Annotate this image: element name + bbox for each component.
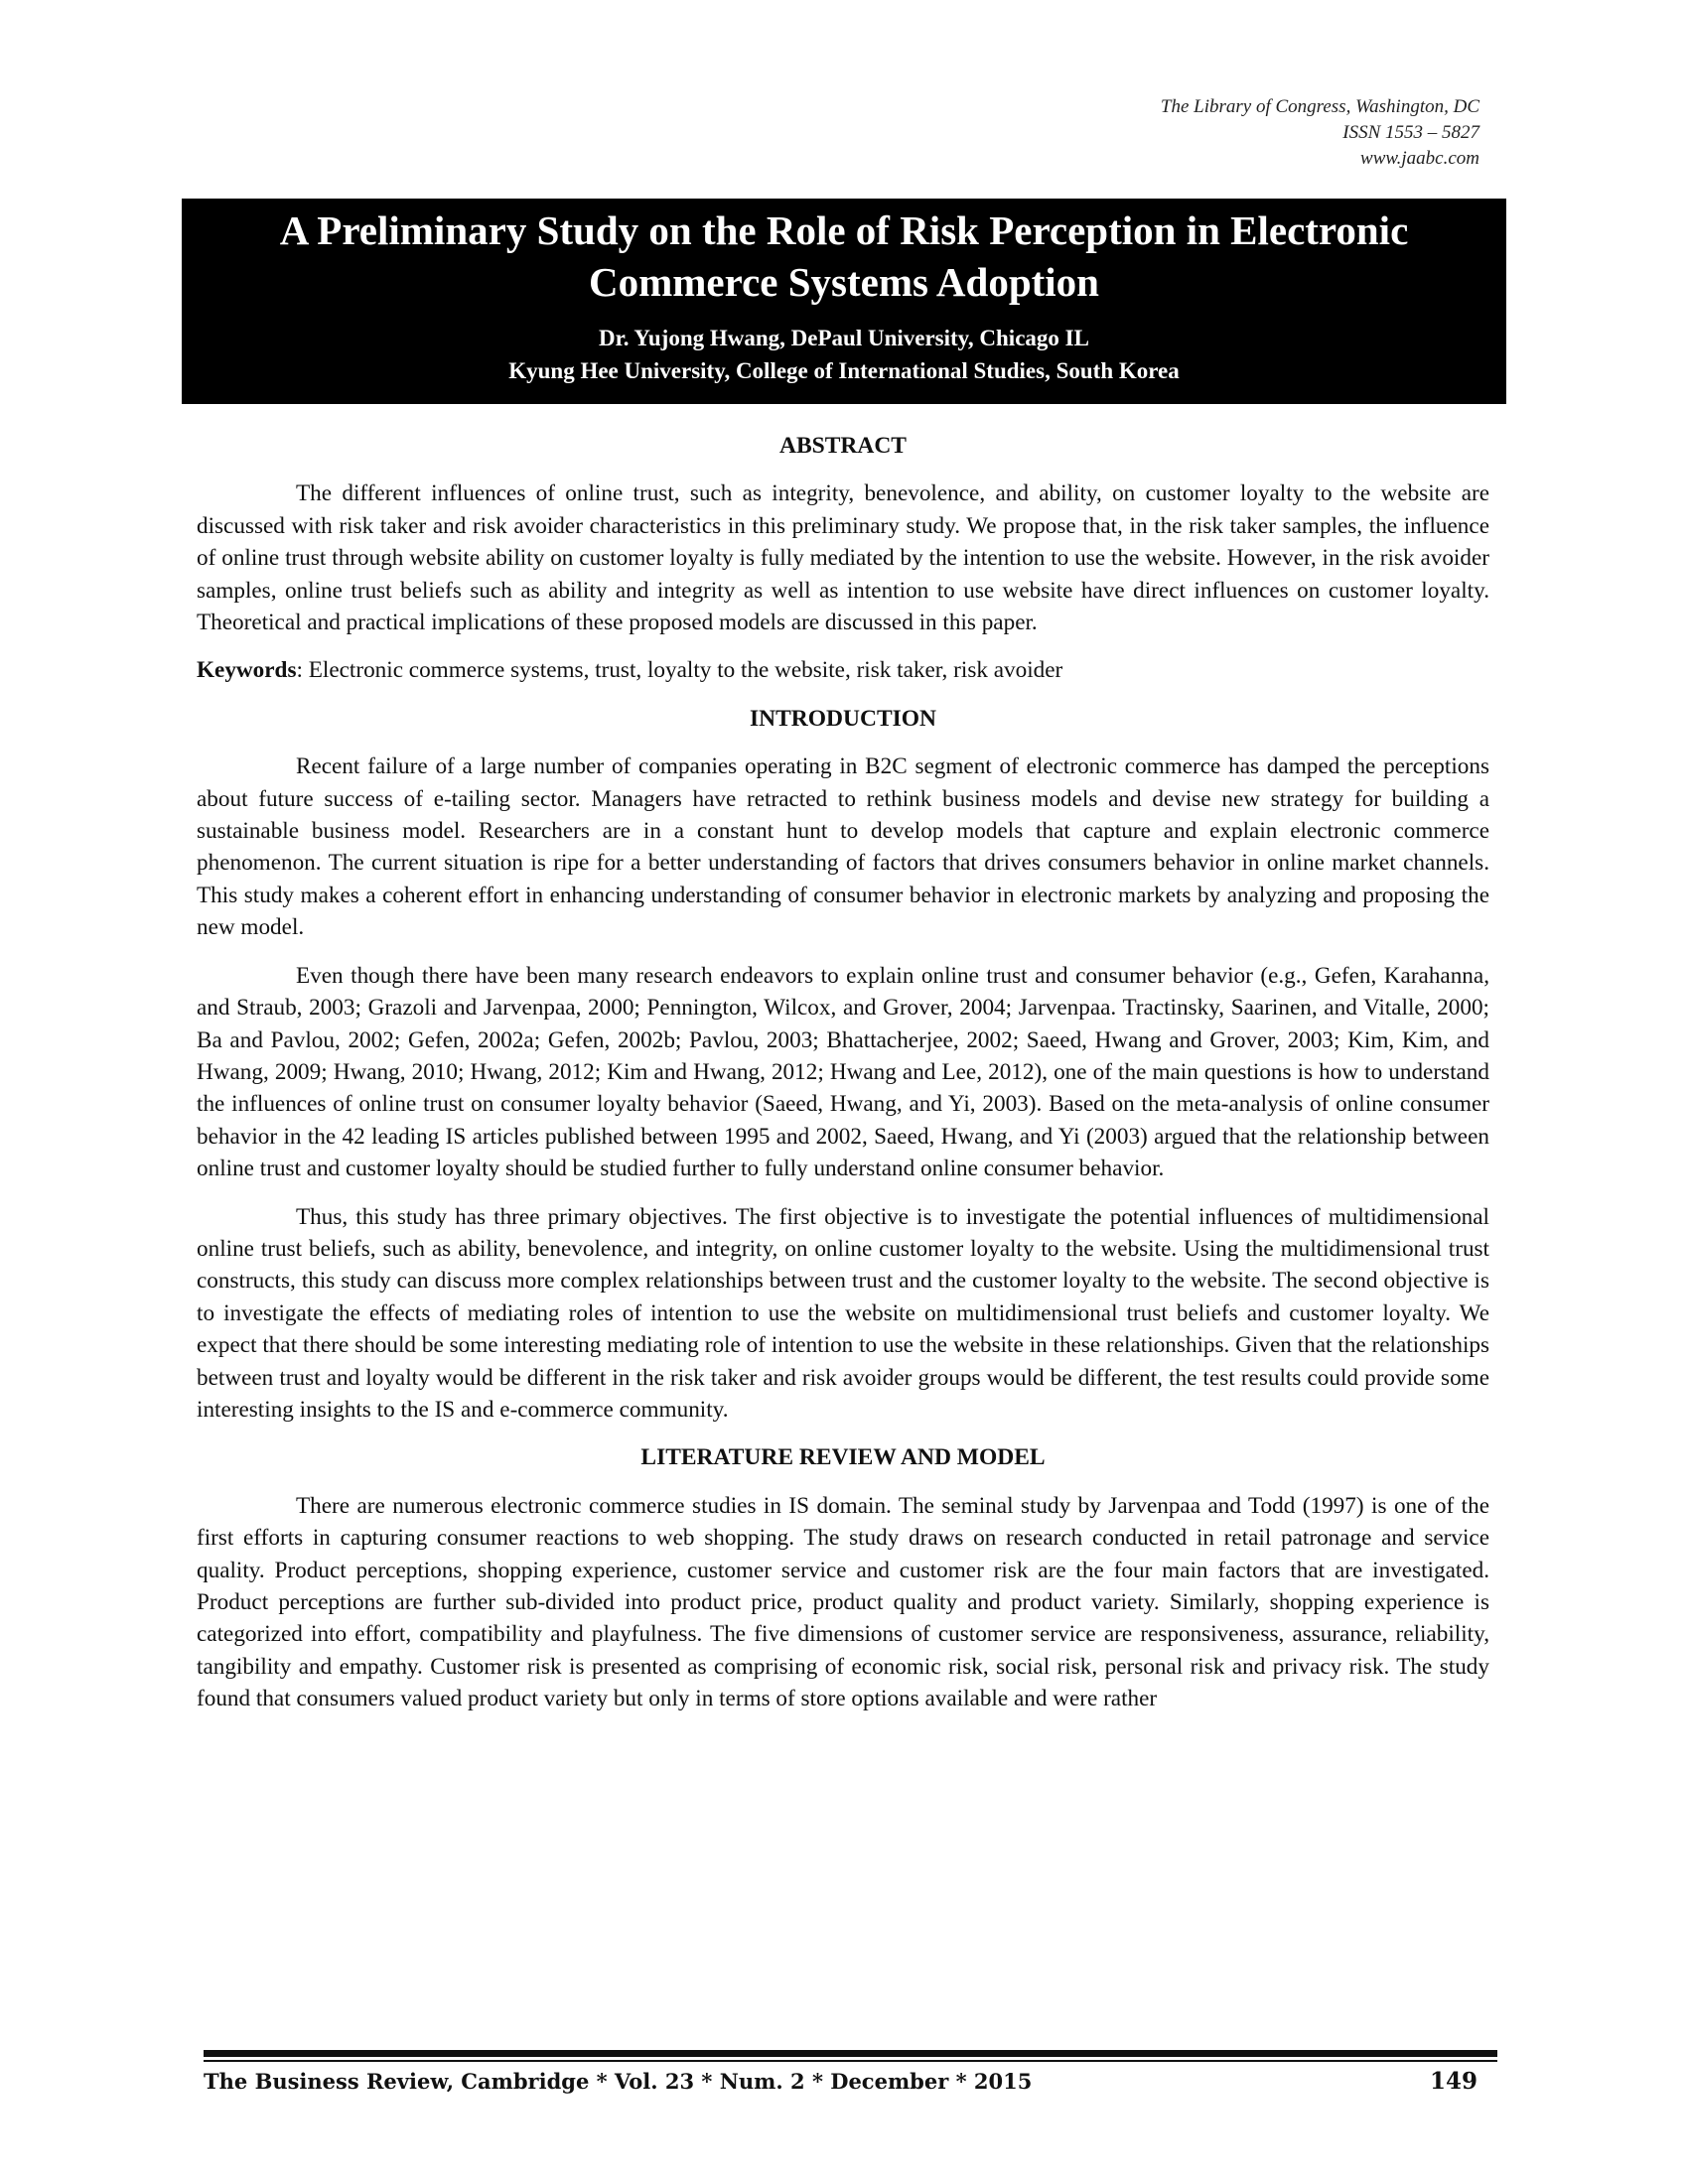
paper-title [182, 205, 1506, 308]
introduction-paragraph-3: Thus, this study has three primary objectives. The first objective is to investigate the potential influences of multidimensional online trust beliefs, such as ability, benevolence, and integrity, on online customer loyalty to the website. Using the multidimensional trust constructs, this study can discuss more complex relationships between trust and the customer loyalty to the website. The second objective is to investigate the effects of mediating roles of intention to use the website on multidimensional trust beliefs and customer loyalty. We expect that there should be some interesting mediating role of intention to use the website in these relationships. Given that the relationships between trust and loyalty would be different in the risk taker and risk avoider groups would be different, the test results could provide some interesting insights to the IS and e-commerce community. [197, 1203, 1489, 1423]
literature-heading: LITERATURE REVIEW AND MODEL [640, 1444, 1046, 1471]
keywords-label: Keywords [197, 657, 297, 684]
title-banner [182, 199, 1506, 404]
abstract-heading: ABSTRACT [779, 433, 907, 459]
paper-title-line-2: Commerce Systems Adoption [589, 259, 1099, 305]
paper-title-line-1: A Preliminary Study on the Role of Risk Perception in Electronic [279, 207, 1409, 253]
page-number: 149 [1429, 2068, 1477, 2095]
footer-journal-info: The Business Review, Cambridge * Vol. 23 * Num. 2 * December * 2015 [204, 2069, 1033, 2094]
header-line-issn: ISSN 1553 – 5827 [1342, 122, 1479, 143]
author-affiliation-1: Dr. Yujong Hwang, DePaul University, Chicago IL [599, 326, 1089, 350]
page-footer [204, 2067, 1497, 2097]
footer-rule-thick [204, 2050, 1497, 2057]
author-block [182, 322, 1506, 387]
journal-header-info [1161, 94, 1479, 172]
literature-paragraph-1: There are numerous electronic commerce studies in IS domain. The seminal study by Jarvenpaa and Todd (1997) is one of the first efforts in capturing consumer reactions to web shopping. The study draws on research conducted in retail patronage and service quality. Product perceptions, shopping experience, customer service and customer risk are the four main factors that are investigated. Product perceptions are further sub-divided into product price, product quality and product variety. Similarly, shopping experience is categorized into effort, compatibility and playfulness. The five dimensions of customer service are responsiveness, assurance, reliability, tangibility and empathy. Customer risk is presented as comprising of economic risk, social risk, personal risk and privacy risk. The study found that consumers valued product variety but only in terms of store options available and were rather [197, 1492, 1489, 1712]
author-affiliation-2: Kyung Hee University, College of International Studies, South Korea [508, 358, 1180, 383]
keywords-text: : Electronic commerce systems, trust, loyalty to the website, risk taker, risk avoider [296, 657, 1063, 684]
introduction-paragraph-1: Recent failure of a large number of companies operating in B2C segment of electronic commerce has damped the perceptions about future success of e-tailing sector. Managers have retracted to rethink business models and devise new strategy for building a sustainable business model. Researchers are in a constant hunt to develop models that capture and explain electronic commerce phenomenon. The current situation is ripe for a better understanding of factors that drives consumers behavior in online market channels. This study makes a coherent effort in enhancing understanding of consumer behavior in electronic markets by analyzing and proposing the new model. [197, 753, 1489, 941]
footer-rule-thin [204, 2060, 1497, 2062]
header-line-library: The Library of Congress, Washington, DC [1160, 96, 1479, 117]
introduction-paragraph-2: Even though there have been many research endeavors to explain online trust and consumer behavior (e.g., Gefen, Karahanna, and Straub, 2003; Grazoli and Jarvenpaa, 2000; Pennington, Wilcox, and Grover, 2004; Jarvenpaa. Tractinsky, Saarinen, and Vitalle, 2000; Ba and Pavlou, 2002; Gefen, 2002a; Gefen, 2002b; Pavlou, 2003; Bhattacherjee, 2002; Saeed, Hwang and Grover, 2003; Kim, Kim, and Hwang, 2009; Hwang, 2010; Hwang, 2012; Kim and Hwang, 2012; Hwang and Lee, 2012), one of the main questions is how to understand the influences of online trust on consumer loyalty behavior (Saeed, Hwang, and Yi, 2003). Based on the meta-analysis of online consumer behavior in the 42 leading IS articles published between 1995 and 2002, Saeed, Hwang, and Yi (2003) argued that the relationship between online trust and customer loyalty should be studied further to fully understand online consumer behavior. [197, 962, 1489, 1182]
article-body [197, 430, 1489, 1731]
introduction-heading: INTRODUCTION [749, 705, 937, 732]
keywords-line [197, 654, 1489, 686]
abstract-paragraph: The different influences of online trust, such as integrity, benevolence, and ability, on customer loyalty to the website are discussed with risk taker and risk avoider characteristics in this preliminary study. We propose that, in the risk taker samples, the influence of online trust through website ability on customer loyalty is fully mediated by the intention to use the website. However, in the risk avoider samples, online trust beliefs such as ability and integrity as well as intention to use website have direct influences on customer loyalty. Theoretical and practical implications of these proposed models are discussed in this paper. [197, 480, 1489, 636]
header-line-website: www.jaabc.com [1360, 148, 1479, 169]
